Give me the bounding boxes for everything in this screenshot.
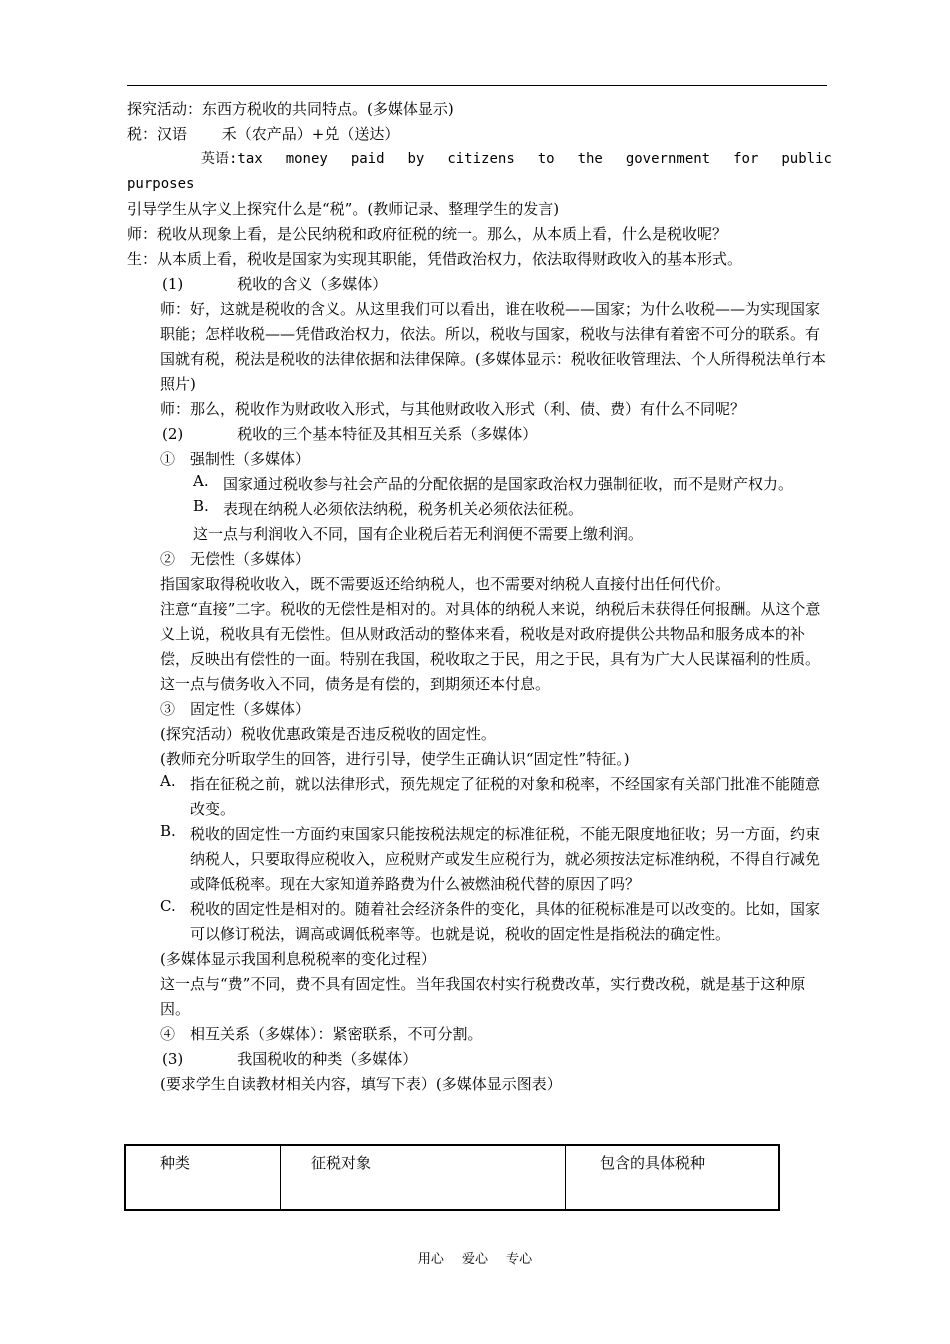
fixed-point-a: A. 指在征税之前，就以法律形式，预先规定了征税的对象和税率，不经国家有关部门批准不能随意改变。: [160, 772, 821, 818]
fixed-point-b: B. 税收的固定性一方面约束国家只能按税法规定的标准征税，不能无限度地征收；另一方面，约束纳税人，只要取得应税收入，应税财产或发生应税行为，就必须按法定标准纳税，不得自行减免或降低税率。现在大家知道养路费为什么被燃油税代替的原因了吗？: [160, 822, 821, 893]
document-body: [127, 97, 832, 1097]
fixed-teacher-note: (教师充分听取学生的回答，进行引导，使学生正确认识“固定性”特征。): [160, 750, 630, 768]
tax-category-table: [124, 1144, 780, 1211]
table-header-tax-types: 包含的具体税种: [566, 1145, 780, 1210]
fixed-heading: ③ 固定性（多媒体）: [160, 700, 311, 718]
section-3-heading: (3) 我国税收的种类（多媒体）: [162, 1050, 418, 1068]
relationship-heading: ④ 相互关系（多媒体）：紧密联系，不可分割。: [160, 1025, 483, 1043]
compulsory-heading: ① 强制性（多媒体）: [160, 450, 311, 468]
english-definition-continued: purposes: [127, 176, 195, 192]
teacher-comparison-question: 师：那么，税收作为财政收入形式，与其他财政收入形式（利、债、费）有什么不同呢？: [160, 400, 746, 418]
guide-line: 引导学生从字义上探究什么是“税”。(教师记录、整理学生的发言): [127, 200, 560, 218]
section-1-heading: (1) 税收的含义（多媒体）: [162, 275, 388, 293]
fixed-multimedia-note: (多媒体显示我国利息税税率的变化过程）: [160, 950, 436, 968]
gratuitous-comparison: 这一点与债务收入不同，债务是有偿的，到期须还本付息。: [160, 675, 551, 693]
student-answer: 生：从本质上看，税收是国家为实现其职能，凭借政治权力，依法取得财政收入的基本形式。: [127, 250, 743, 268]
english-definition-line: 英语:tax money paid by citizens to the government for public: [201, 151, 832, 167]
gratuitous-heading: ② 无偿性（多媒体）: [160, 550, 311, 568]
table-row: [125, 1145, 779, 1210]
page-footer: 用心 爱心 专心: [417, 1252, 533, 1267]
teacher-question: 师：税收从现象上看，是公民纳税和政府征税的统一。那么，从本质上看，什么是税收呢？: [127, 225, 728, 243]
gratuitous-definition: 指国家取得税收收入，既不需要返还给纳税人，也不需要对纳税人直接付出任何代价。: [160, 575, 731, 593]
compulsory-point-a: A. 国家通过税收参与社会产品的分配依据的是国家政治权力强制征收，而不是财产权力。: [193, 472, 794, 493]
section-2-heading: (2) 税收的三个基本特征及其相互关系（多媒体）: [162, 425, 538, 443]
section-3-instruction: (要求学生自读教材相关内容，填写下表）(多媒体显示图表）: [160, 1075, 562, 1093]
gratuitous-explanation: 注意“直接”二字。税收的无偿性是相对的。对具体的纳税人来说，纳税后未获得任何报酬。从这个意义上说，税收具有无偿性。但从财政活动的整体来看，税收是对政府提供公共物品和服务成本的补偿，反映出有偿性的一面。特别在我国，税收取之于民，用之于民，具有为广大人民谋福利的性质。: [160, 600, 821, 668]
fixed-point-c: C. 税收的固定性是相对的。随着社会经济条件的变化，具体的征税标准是可以改变的。比如，国家可以修订税法，调高或调低税率等。也就是说，税收的固定性是指税法的确定性。: [160, 897, 821, 943]
fixed-comparison: 这一点与“费”不同，费不具有固定性。当年我国农村实行税费改革，实行费改税，就是基于这种原因。: [160, 975, 806, 1018]
table-header-object: 征税对象: [281, 1145, 566, 1210]
compulsory-comparison: 这一点与利润收入不同，国有企业税后若无利润便不需要上缴利润。: [193, 525, 644, 543]
section-1-paragraph: 师：好，这就是税收的含义。从这里我们可以看出，谁在收税——国家；为什么收税——为实现国家职能；怎样收税——凭借政治权力，依法。所以，税收与国家，税收与法律有着密不可分的联系。有国就有税，税法是税收的法律依据和法律保障。(多媒体显示：税收征收管理法、个人所得税法单行本照片): [160, 300, 826, 393]
chinese-etymology-line: 税：汉语 禾（农产品）+兑（送达）: [127, 125, 400, 143]
activity-line: 探究活动：东西方税收的共同特点。(多媒体显示): [127, 100, 454, 118]
table-header-category: 种类: [125, 1145, 281, 1210]
compulsory-point-b: B. 表现在纳税人必须依法纳税，税务机关必须依法征税。: [193, 497, 584, 518]
fixed-activity: (探究活动）税收优惠政策是否违反税收的固定性。: [160, 725, 496, 743]
header-rule: [127, 85, 827, 86]
